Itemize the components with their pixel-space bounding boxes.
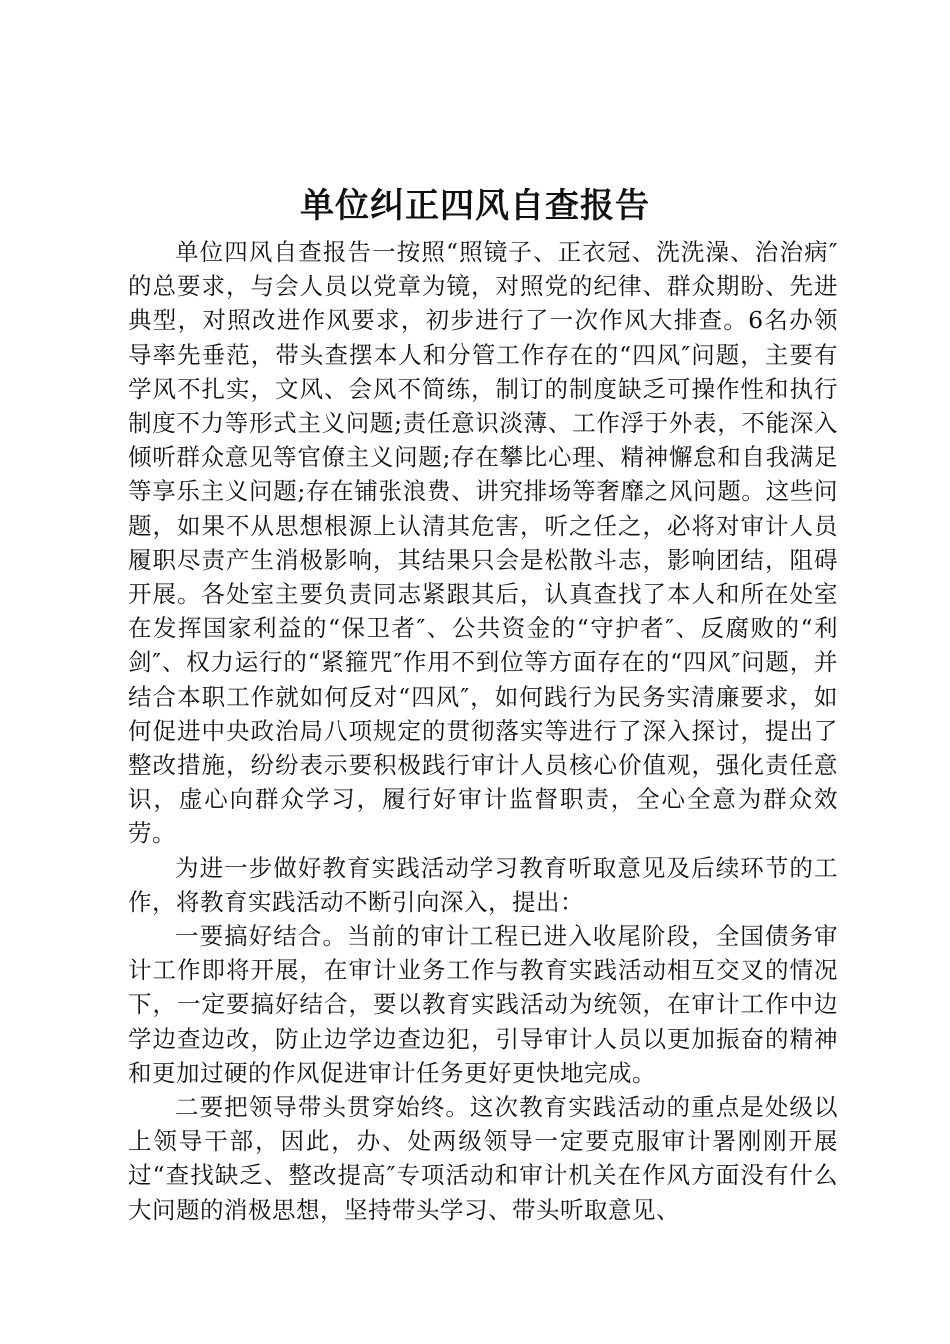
paragraph-leadership: 二要把领导带头贯穿始终。这次教育实践活动的重点是处级以上领导干部，因此，办、处两级领导一定要克服审计署刚刚开展过“查找缺乏、整改提高″专项活动和审计机关在作风方面没有什么大问题的消极思想，坚持带头学习、带头听取意见、	[128, 1093, 838, 1224]
document-body	[128, 235, 838, 1227]
paragraph-further-work: 为进一步做好教育实践活动学习教育听取意见及后续环节的工作，将教育实践活动不断引向深入，提出：	[128, 853, 838, 916]
paragraph-combine-work: 一要搞好结合。当前的审计工程已进入收尾阶段，全国债务审计工作即将开展，在审计业务工作与教育实践活动相互交叉的情况下，一定要搞好结合，要以教育实践活动为统领，在审计工作中边学边查边改，防止边学边查边犯，引导审计人员以更加振奋的精神和更加过硬的作风促进审计任务更好更快地完成。	[128, 922, 838, 1087]
paragraph-self-inspection: 单位四风自查报告一按照“照镜子、正衣冠、洗洗澡、治治病″的总要求，与会人员以党章为镜，对照党的纪律、群众期盼、先进典型，对照改进作风要求，初步进行了一次作风大排查。6名办领导率先垂范，带头查摆本人和分管工作存在的“四风″问题，主要有学风不扎实，文风、会风不简练，制订的制度缺乏可操作性和执行制度不力等形式主义问题;责任意识淡薄、工作浮于外表，不能深入倾听群众意见等官僚主义问题;存在攀比心理、精神懈怠和自我满足等享乐主义问题;存在铺张浪费、讲究排场等奢靡之风问题。这些问题，如果不从思想根源上认清其危害，听之任之，必将对审计人员履职尽责产生消极影响，其结果只会是松散斗志，影响团结，阻碍开展。各处室主要负责同志紧跟其后，认真查找了本人和所在处室在发挥国家利益的“保卫者″、公共资金的“守护者″、反腐败的“利剑″、权力运行的“紧箍咒″作用不到位等方面存在的“四风″问题，并结合本职工作就如何反对“四风″，如何践行为民务实清廉要求，如何促进中央政治局八项规定的贯彻落实等进行了深入探讨，提出了整改措施，纷纷表示要积极践行审计人员核心价值观，强化责任意识，虚心向群众学习，履行好审计监督职责，全心全意为群众效劳。	[128, 238, 838, 848]
document-title: 单位纠正四风自查报告	[300, 186, 650, 226]
